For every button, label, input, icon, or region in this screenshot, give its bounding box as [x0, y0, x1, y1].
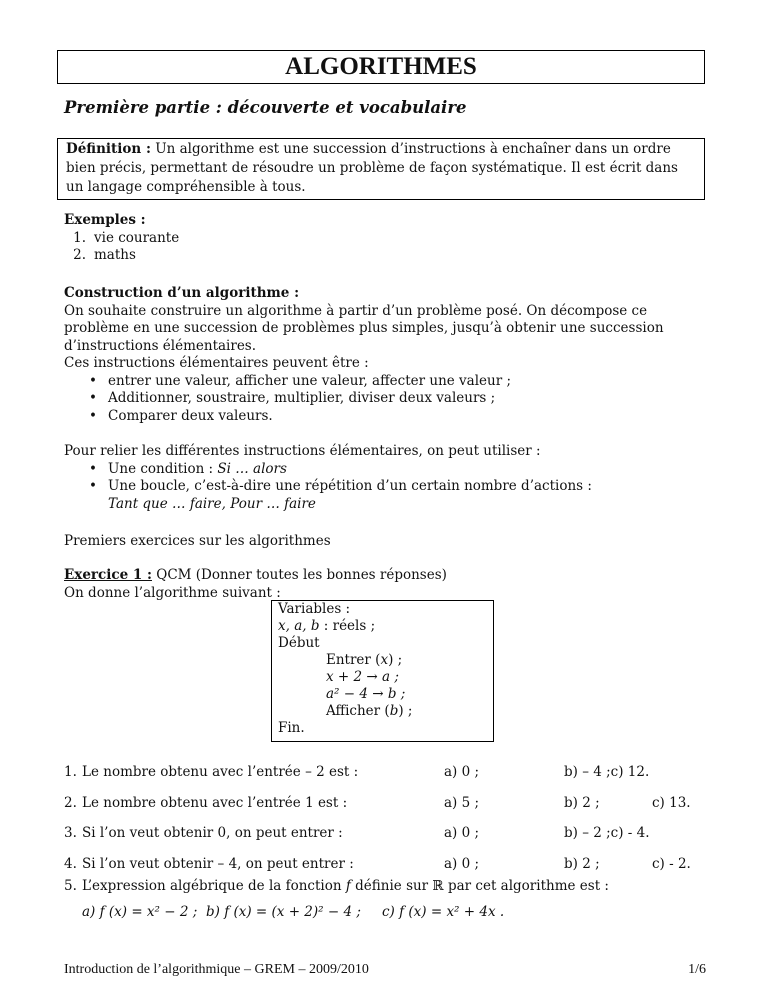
examples-heading: Exemples :	[64, 212, 146, 228]
definition-box	[57, 138, 705, 200]
answer-b: b) f (x) = (x + 2)² − 4 ;	[206, 904, 361, 920]
construction-line: problème en une succession de problèmes plus simples, jusqu’à obtenir une succession	[64, 320, 664, 336]
answer-c: c) f (x) = x² + 4x .	[382, 904, 505, 920]
construction-line: On souhaite construire un algorithme à partir d’un problème posé. On décompose ce	[64, 302, 648, 319]
question-5: 5. L’expression algébrique de la fonction f définie sur ℝ par cet algorithme est : a) f (x) = x² − 2 ; b) f (x) = (x + 2)² − 4 ; c) f (x) = x² + 4x .	[64, 878, 609, 920]
page-number: 1/6	[688, 962, 706, 977]
exercise-title: QCM (Donner toutes les bonnes réponses)	[151, 567, 447, 583]
exercise-intro: On donne l’algorithme suivant :	[64, 584, 281, 601]
question-1: 1. Le nombre obtenu avec l’entrée – 2 est : a) 0 ; b) – 4 ;c) 12.	[64, 764, 650, 780]
algo-line: Entrer (x) ;	[326, 652, 403, 668]
question-4: 4. Si l’on veut obtenir – 4, on peut entrer : a) 0 ; b) 2 ; c) - 2.	[64, 856, 691, 872]
page-title: ALGORITHMES	[57, 50, 705, 84]
exercise-block	[64, 567, 447, 602]
question-3: 3. Si l’on veut obtenir 0, on peut entrer : a) 0 ; b) – 2 ;c) - 4.	[64, 825, 650, 841]
relier-intro: Pour relier les différentes instructions élémentaires, on peut utiliser :	[64, 443, 541, 459]
bullet-item: • Additionner, soustraire, multiplier, diviser deux valeurs ;	[89, 390, 496, 406]
construction-line: Ces instructions élémentaires peuvent être :	[64, 355, 369, 371]
bullet-item: • entrer une valeur, afficher une valeur, affecter une valeur ;	[89, 372, 512, 389]
section-heading: Première partie : découverte et vocabulaire	[64, 98, 467, 117]
algo-line: Variables :	[278, 601, 351, 617]
algo-line: Début	[278, 635, 320, 651]
definition-label: Définition :	[66, 141, 151, 157]
construction-heading: Construction d’un algorithme :	[64, 285, 300, 301]
answer-a: a) f (x) = x² − 2 ;	[82, 904, 198, 920]
example-item: 1. vie courante	[73, 229, 180, 246]
algo-line: x, a, b : réels ;	[278, 618, 376, 634]
construction-line: d’instructions élémentaires.	[64, 337, 257, 354]
definition-text: Un algorithme est une succession d’instructions à enchaîner dans un ordre bien précis, permettant de résoudre un problème de façon systématique. Il est écrit dans un langage compréhensible à tous.	[66, 141, 678, 195]
relier-block	[64, 443, 592, 513]
example-item: 2. maths	[73, 247, 136, 263]
algo-line: x + 2 → a ;	[326, 669, 399, 685]
algo-line: Fin.	[278, 720, 305, 736]
algo-line: Afficher (b) ;	[326, 703, 413, 719]
bullet-item: • Une boucle, c’est-à-dire une répétition d’un certain nombre d’actions :	[89, 478, 592, 494]
algorithm-box	[271, 600, 494, 742]
construction-block	[64, 285, 664, 425]
examples-block	[64, 212, 179, 265]
question-2: 2. Le nombre obtenu avec l’entrée 1 est : a) 5 ; b) 2 ; c) 13.	[64, 795, 691, 811]
bullet-continuation: Tant que … faire, Pour … faire	[108, 495, 316, 512]
bullet-item: • Une condition : Si … alors	[89, 460, 287, 477]
footer-text: Introduction de l’algorithmique – GREM – 2009/2010	[64, 962, 369, 977]
exercise-label: Exercice 1 :	[64, 567, 152, 583]
algo-line: a² − 4 → b ;	[326, 686, 406, 702]
bullet-item: • Comparer deux valeurs.	[89, 407, 273, 424]
premiers-exercices: Premiers exercices sur les algorithmes	[64, 533, 331, 549]
